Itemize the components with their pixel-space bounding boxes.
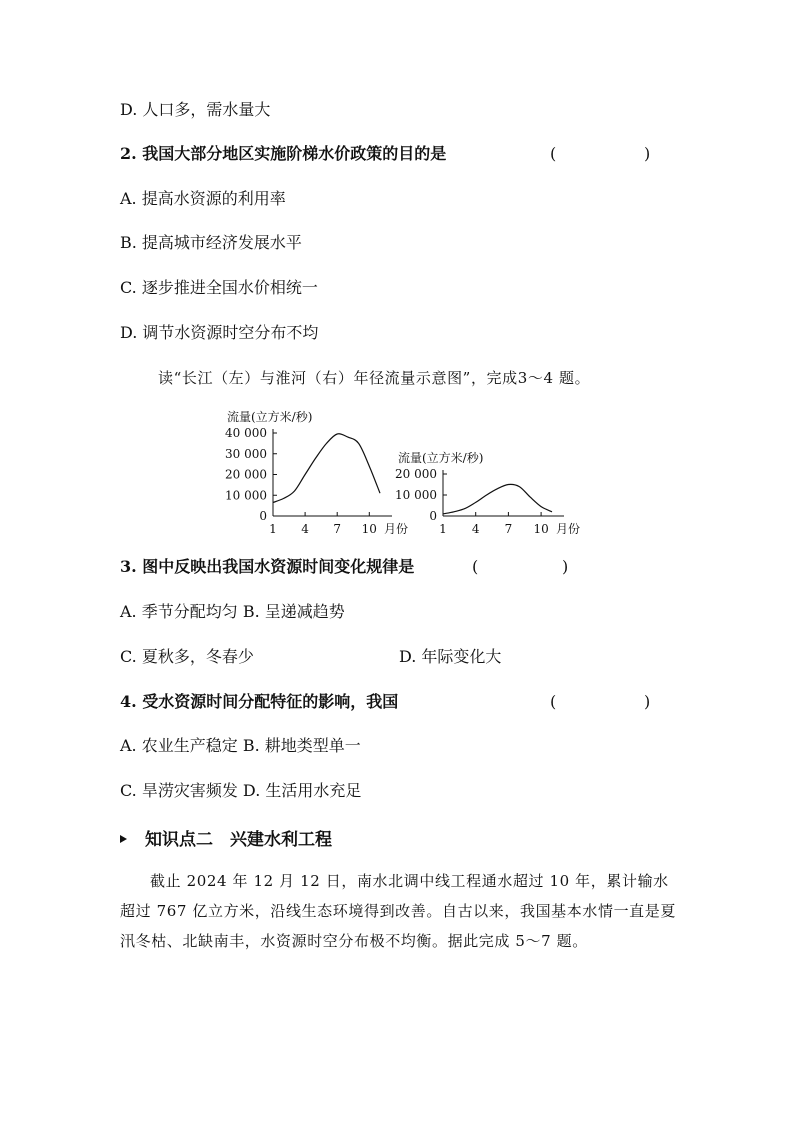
chart1-y-tick-label: 10 000 <box>225 488 267 503</box>
triangle-bullet-icon <box>120 835 127 843</box>
q4-stem: 4. 受水资源时间分配特征的影响，我国 <box>120 692 399 711</box>
chart1-y-tick-label: 20 000 <box>225 467 267 482</box>
q1-option-d: D. 人口多，需水量大 <box>120 100 271 119</box>
chart2-x-axis-label: 月份 <box>555 522 581 536</box>
chart2-x-tick-label: 10 <box>533 522 549 536</box>
q4-options-row2: C. 旱涝灾害频发 D. 生活用水充足 <box>120 781 362 800</box>
chart1-y-axis-label: 流量(立方米/秒) <box>227 410 313 424</box>
chart2-y-tick-label: 0 <box>429 509 437 523</box>
chart1-runoff-curve <box>273 434 380 503</box>
q2-stem: 2. 我国大部分地区实施阶梯水价政策的目的是 <box>120 144 447 163</box>
section-title: 知识点二 兴建水利工程 <box>145 830 332 850</box>
chart1-x-tick-label: 10 <box>361 522 377 536</box>
q3-answer-paren-open: ( <box>472 557 479 576</box>
chart1-x-tick-label: 1 <box>269 522 277 536</box>
chart1-x-axis-label: 月份 <box>383 522 409 536</box>
chart1-y-tick-label: 40 000 <box>225 426 267 440</box>
passage-paragraph: 截止 2024 年 12 月 12 日，南水北调中线工程通水超过 10 年，累计输水超过 767 亿立方米，沿线生态环境得到改善。自古以来，我国基本水情一直是夏汛冬枯、北缺南丰，水资源时空分布极不均衡。据此完成 5～7 题。 <box>120 872 676 950</box>
q3-stem: 3. 图中反映出我国水资源时间变化规律是 <box>120 557 415 576</box>
q3-option-c: C. 夏秋多，冬春少 <box>120 647 254 666</box>
chart2-y-tick-label: 20 000 <box>395 467 437 481</box>
chart1-x-tick-label: 4 <box>301 522 309 536</box>
q2-answer-paren-close: ) <box>644 144 651 163</box>
chart2-runoff-curve <box>443 484 552 514</box>
q2-option-b: B. 提高城市经济发展水平 <box>120 233 302 252</box>
q4-answer-paren-open: ( <box>550 692 557 711</box>
chart1-y-tick-label: 0 <box>259 509 267 523</box>
q2-answer-paren-open: ( <box>550 144 557 163</box>
chart1-y-tick-label: 30 000 <box>225 446 267 461</box>
runoff-charts <box>0 400 794 540</box>
q2-option-c: C. 逐步推进全国水价相统一 <box>120 278 318 297</box>
chart2-x-tick-label: 4 <box>471 522 480 536</box>
chart2-x-tick-label: 1 <box>439 522 447 536</box>
chart2-y-tick-label: 10 000 <box>395 488 437 502</box>
q3-option-d: D. 年际变化大 <box>399 647 502 666</box>
q2-option-a: A. 提高水资源的利用率 <box>120 189 286 208</box>
chart-intro-text: 读“长江（左）与淮河（右）年径流量示意图”，完成3～4 题。 <box>158 369 591 387</box>
chart2-y-axis-label: 流量(立方米/秒) <box>398 451 484 465</box>
chart2-x-tick-label: 7 <box>504 522 513 536</box>
q4-options-row1: A. 农业生产稳定 B. 耕地类型单一 <box>120 736 361 755</box>
section-heading <box>120 825 332 850</box>
q3-answer-paren-close: ) <box>562 557 569 576</box>
q4-answer-paren-close: ) <box>644 692 651 711</box>
q2-option-d: D. 调节水资源时空分布不均 <box>120 323 319 342</box>
q3-options-row1: A. 季节分配均匀 B. 呈递减趋势 <box>120 602 345 621</box>
chart1-x-tick-label: 7 <box>333 522 342 536</box>
